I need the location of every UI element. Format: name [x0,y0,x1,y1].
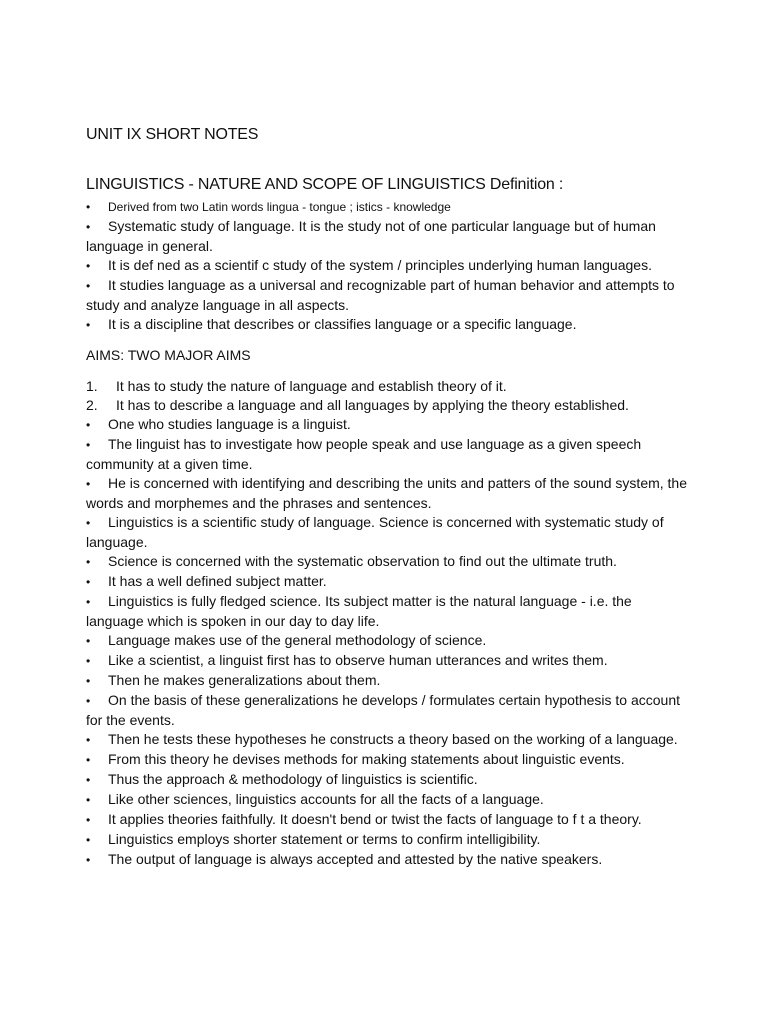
list-item [86,315,691,335]
bullet-icon: • [86,200,91,214]
list-item [86,276,691,315]
bullet-icon: • [86,575,91,589]
aim-text: It has to study the nature of language and establish theory of it. [116,378,507,394]
bullet-icon: • [86,654,91,668]
list-item [86,691,691,730]
list-item-text: The linguist has to investigate how people speak and use language as a given speech community at a given time. [86,436,642,472]
bullet-icon: • [86,674,91,688]
list-item [86,651,691,671]
list-item [86,198,691,217]
list-item-text: He is concerned with identifying and describing the units and patters of the sound system, the words and morphemes and the phrases and sentences. [86,475,688,511]
bullet-icon: • [86,595,91,609]
bullet-icon: • [86,555,91,569]
list-item-text: It is def ned as a scientif c study of the system / principles underlying human languages. [108,257,652,273]
bullet-icon: • [86,773,91,787]
list-item-text: Like a scientist, a linguist first has to observe human utterances and writes them. [108,652,608,668]
aim-number: 1. [86,378,98,394]
aim-item [86,377,691,396]
bullet-icon: • [86,318,91,332]
aims-list [86,377,691,415]
bullet-icon: • [86,634,91,648]
bullet-icon: • [86,793,91,807]
list-item-text: Linguistics is fully fledged science. Its subject matter is the natural language - i.e. the language which is spoken in our day to day life. [86,593,632,629]
list-item [86,572,691,592]
list-item [86,552,691,572]
list-item-text: It is a discipline that describes or classifies language or a specific language. [108,316,577,332]
bullet-icon: • [86,259,91,273]
list-item [86,435,691,474]
list-item [86,631,691,651]
list-item-text: It has a well defined subject matter. [108,573,327,589]
bullet-icon: • [86,477,91,491]
definition-list [86,198,691,335]
list-item [86,513,691,552]
list-item [86,790,691,810]
list-item-text: One who studies language is a linguist. [108,416,351,432]
bullet-icon: • [86,438,91,452]
list-item-text: Thus the approach & methodology of linguistics is scientific. [108,771,478,787]
list-item [86,730,691,750]
list-item [86,770,691,790]
list-item-text: It applies theories faithfully. It doesn't bend or twist the facts of language to f t a theory. [108,811,642,827]
list-item [86,671,691,691]
bullet-icon: • [86,753,91,767]
list-item-text: Then he makes generalizations about them. [108,672,381,688]
list-item-text: On the basis of these generalizations he develops / formulates certain hypothesis to account for the events. [86,692,681,728]
aims-title: AIMS: TWO MAJOR AIMS [86,347,251,363]
notes-list [86,415,691,870]
list-item [86,217,691,256]
list-item [86,474,691,513]
list-item [86,256,691,276]
list-item-text: Linguistics employs shorter statement or terms to confirm intelligibility. [108,831,541,847]
list-item-text: The output of language is always accepted and attested by the native speakers. [108,851,603,867]
list-item-text: From this theory he devises methods for making statements about linguistic events. [108,751,625,767]
bullet-icon: • [86,694,91,708]
list-item-text: Systematic study of language. It is the study not of one particular language but of human language in general. [86,218,656,254]
list-item [86,830,691,850]
list-item [86,592,691,631]
section-title: LINGUISTICS - NATURE AND SCOPE OF LINGUISTICS Definition : [86,176,564,193]
list-item [86,415,691,435]
aim-number: 2. [86,397,98,413]
document-page [86,126,691,870]
list-item [86,850,691,870]
list-item-text: Language makes use of the general methodology of science. [108,632,487,648]
list-item-text: Linguistics is a scientific study of language. Science is concerned with systematic study of language. [86,514,664,550]
list-item-text: Science is concerned with the systematic observation to find out the ultimate truth. [108,553,617,569]
bullet-icon: • [86,418,91,432]
bullet-icon: • [86,733,91,747]
aim-text: It has to describe a language and all languages by applying the theory established. [116,397,629,413]
bullet-icon: • [86,833,91,847]
list-item-text: Derived from two Latin words lingua - tongue ; istics - knowledge [108,200,451,214]
list-item [86,750,691,770]
list-item-text: Then he tests these hypotheses he constructs a theory based on the working of a language. [108,731,678,747]
bullet-icon: • [86,279,91,293]
bullet-icon: • [86,220,91,234]
bullet-icon: • [86,813,91,827]
bullet-icon: • [86,853,91,867]
list-item-text: Like other sciences, linguistics accounts for all the facts of a language. [108,791,544,807]
aim-item [86,396,691,415]
bullet-icon: • [86,516,91,530]
unit-title: UNIT IX SHORT NOTES [86,126,259,143]
list-item-text: It studies language as a universal and recognizable part of human behavior and attempts to study and analyze language in all aspects. [86,277,675,313]
list-item [86,810,691,830]
